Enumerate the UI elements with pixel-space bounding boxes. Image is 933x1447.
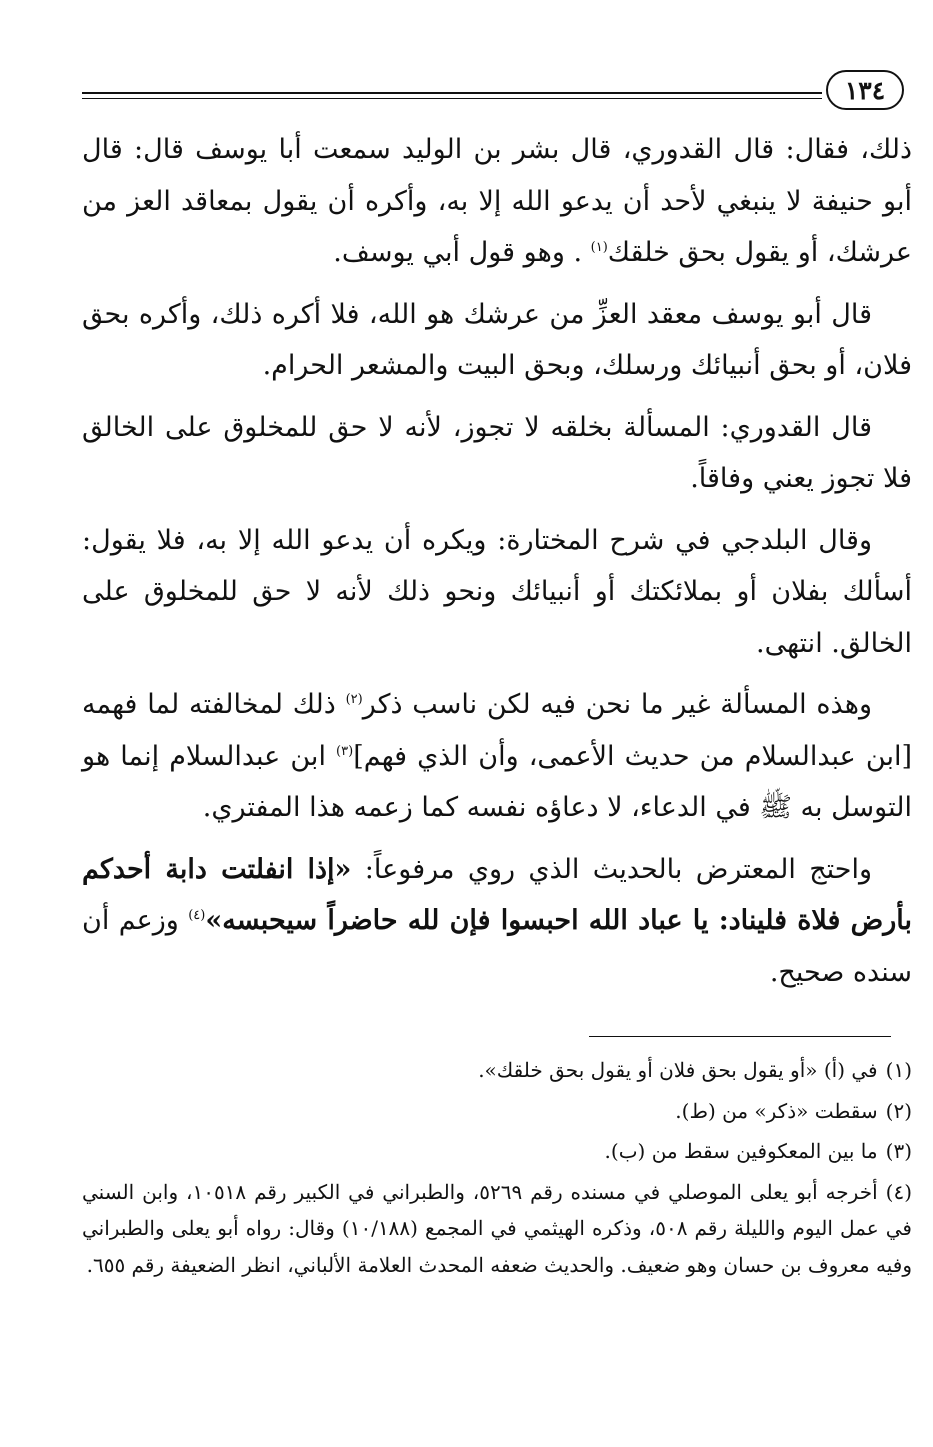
paragraph-text: وزعم أن سنده صحيح. bbox=[82, 905, 912, 988]
paragraph bbox=[82, 402, 912, 505]
page-header bbox=[82, 68, 912, 116]
paragraph-text: واحتج المعترض بالحديث الذي روي مرفوعاً: bbox=[351, 853, 872, 885]
hadith-quote: «إذا انفلتت دابة أحدكم بأرض فلاة فليناد: يا عباد الله احبسوا فإن لله حاضراً سيحبسه» bbox=[82, 853, 912, 936]
paragraph-text: قال أبو يوسف معقد العزِّ من عرشك هو الله، فلا أكره ذلك، وأكره بحق فلان، أو بحق أنبيائك ورسلك، وبحق البيت والمشعر الحرام. bbox=[82, 298, 912, 381]
footnote-text: في (أ) «أو يقول بحق فلان أو يقول بحق خلقك». bbox=[478, 1058, 878, 1082]
header-rule bbox=[82, 92, 822, 94]
paragraph bbox=[82, 515, 912, 670]
paragraph bbox=[82, 289, 912, 392]
footnote-number: (١) bbox=[885, 1058, 912, 1082]
footnote-text: أخرجه أبو يعلى الموصلي في مسنده رقم ٥٢٦٩، والطبراني في الكبير رقم ١٠٥١٨، وابن السني في عمل اليوم والليلة رقم ٥٠٨، وذكره الهيثمي في المجمع (١٠/١٨٨) وقال: رواه أبو يعلى والطبراني وفيه معروف بن حسان وهو ضعيف. والحديث ضعفه المحدث العلامة الألباني، انظر الضعيفة رقم ٦٥٥. bbox=[82, 1179, 912, 1277]
paragraph bbox=[82, 844, 912, 999]
footnote-number: (٤) bbox=[885, 1179, 912, 1204]
footnote bbox=[82, 1133, 912, 1170]
paragraph bbox=[82, 679, 912, 834]
footnotes bbox=[82, 1052, 912, 1287]
footnote-ref: (٤) bbox=[188, 908, 206, 923]
paragraph bbox=[82, 124, 912, 279]
paragraph-text: ذلك، فقال: قال القدوري، قال بشر بن الوليد سمعت أبا يوسف قال: قال أبو حنيفة لا ينبغي لأحد أن يدعو الله إلا به، وأكره أن يقول بمعاقد العز من عرشك، أو يقول بحق خلقك bbox=[82, 134, 912, 268]
footnote-number: (٣) bbox=[885, 1139, 912, 1163]
paragraph-text: ذلك لمخالفته لما فهمه [ابن عبدالسلام من حديث الأعمى، وأن الذي فهم] bbox=[82, 689, 912, 772]
footnote bbox=[82, 1174, 912, 1284]
footnote-ref: (٣) bbox=[336, 743, 354, 759]
paragraph-text: قال القدوري: المسألة بخلقه لا تجوز، لأنه لا حق للمخلوق على الخالق فلا تجوز يعني وفاقاً. bbox=[82, 411, 912, 494]
page-number: ١٣٤ bbox=[826, 70, 904, 110]
footnote-number: (٢) bbox=[885, 1098, 912, 1123]
paragraph-text: وقال البلدجي في شرح المختارة: ويكره أن يدعو الله إلا به، فلا يقول: أسألك بفلان أو بملائكتك أو أنبيائك ونحو ذلك لأنه لا حق للمخلوق على الخالق. انتهى. bbox=[82, 524, 912, 659]
footnote bbox=[82, 1093, 912, 1130]
header-rule-thin bbox=[82, 98, 822, 99]
paragraph-text: وهذه المسألة غير ما نحن فيه لكن ناسب ذكر bbox=[362, 689, 872, 720]
footnote bbox=[82, 1052, 912, 1089]
footnote-text: ما بين المعكوفين سقط من (ب). bbox=[604, 1139, 878, 1163]
footnote-separator bbox=[589, 1036, 891, 1037]
paragraph-text: . وهو قول أبي يوسف. bbox=[333, 237, 591, 268]
footnote-ref: (٢) bbox=[345, 692, 363, 707]
main-text bbox=[82, 124, 912, 1008]
footnote-text: سقطت «ذكر» من (ط). bbox=[675, 1098, 878, 1123]
footnote-ref: (١) bbox=[590, 240, 608, 255]
paragraph-text: ابن عبدالسلام إنما هو التوسل به ﷺ في الدعاء، لا دعاؤه نفسه كما زعمه هذا المفتري. bbox=[82, 740, 912, 823]
